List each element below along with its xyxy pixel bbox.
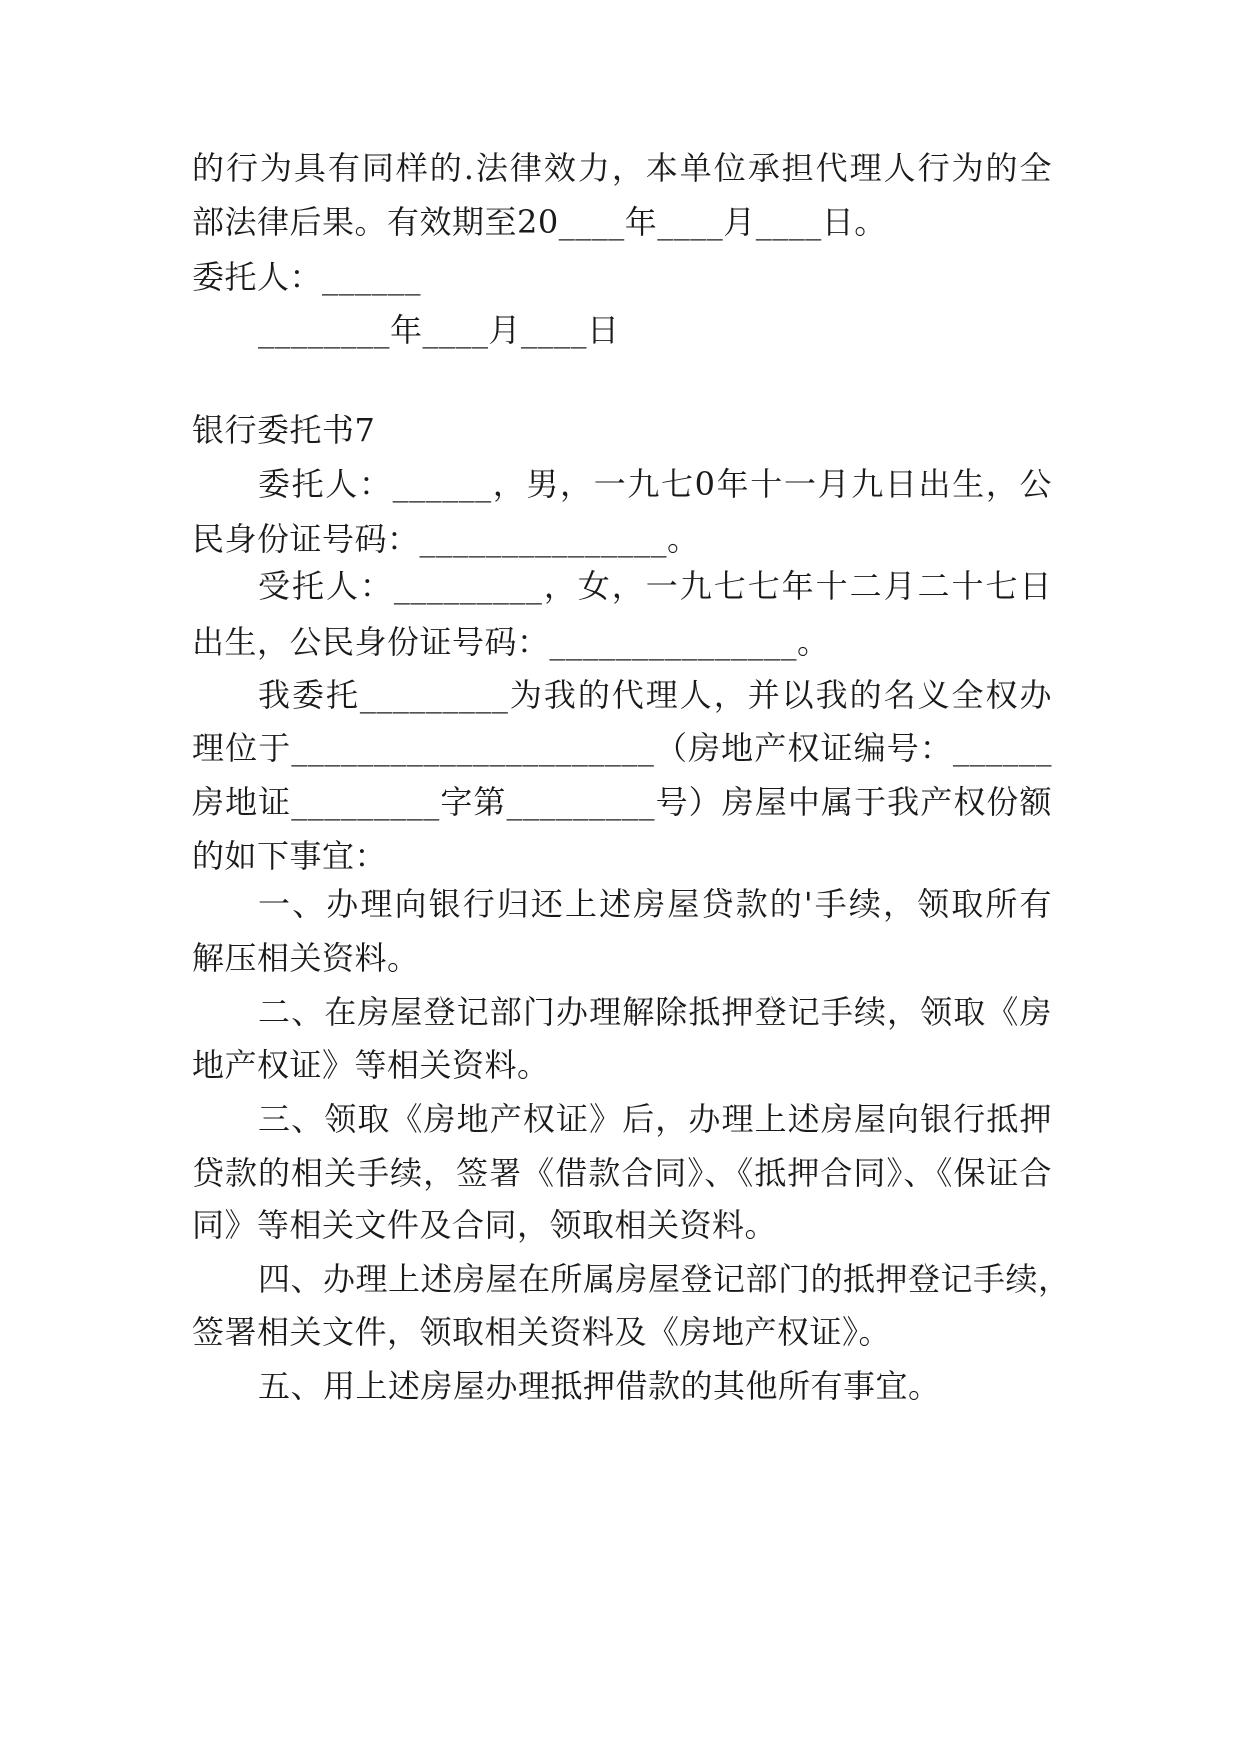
list-item: 五、用上述房屋办理抵押借款的其他所有事宜。 xyxy=(258,1367,941,1405)
paragraph-line: 受托人：_________，女，一九七七年十二月二十七日 xyxy=(258,567,1052,605)
list-item: 三、领取《房地产权证》后，办理上述房屋向银行抵押 xyxy=(258,1100,1052,1138)
paragraph-line: 部法律后果。有效期至20____年____月____日。 xyxy=(192,203,887,241)
list-item: 二、在房屋登记部门办理解除抵押登记手续，领取《房 xyxy=(258,993,1052,1031)
paragraph-line: 房地证_________字第_________号）房屋中属于我产权份额 xyxy=(192,783,1052,821)
paragraph-line: 委托人：______，男，一九七0年十一月九日出生，公 xyxy=(258,465,1052,503)
paragraph-line: 贷款的相关手续，签署《借款合同》、《抵押合同》、《保证合 xyxy=(192,1154,1052,1192)
principal-signature-label: 委托人：______ xyxy=(192,258,422,296)
paragraph-line: 签署相关文件，领取相关资料及《房地产权证》。 xyxy=(192,1313,892,1351)
paragraph-line: 地产权证》等相关资料。 xyxy=(192,1046,550,1084)
paragraph-line: 解压相关资料。 xyxy=(192,939,420,977)
paragraph-line: 同》等相关文件及合同，领取相关资料。 xyxy=(192,1206,778,1244)
list-item: 一、办理向银行归还上述房屋贷款的'手续，领取所有 xyxy=(258,885,1052,923)
paragraph-line: 理位于______________________（房地产权证编号：______ xyxy=(192,729,1052,767)
list-item: 四、办理上述房屋在所属房屋登记部门的抵押登记手续， xyxy=(258,1260,1071,1298)
paragraph-line: 民身份证号码：_______________。 xyxy=(192,520,700,558)
section-title: 银行委托书7 xyxy=(192,411,376,449)
paragraph-line: 出生，公民身份证号码：_______________。 xyxy=(192,623,830,661)
paragraph-line: 我委托_________为我的代理人，并以我的名义全权办 xyxy=(258,676,1052,714)
paragraph-line: 的如下事宜： xyxy=(192,837,388,875)
signature-date-line: ________年____月____日 xyxy=(258,311,620,349)
paragraph-line: 的行为具有同样的.法律效力，本单位承担代理人行为的全 xyxy=(192,149,1052,187)
